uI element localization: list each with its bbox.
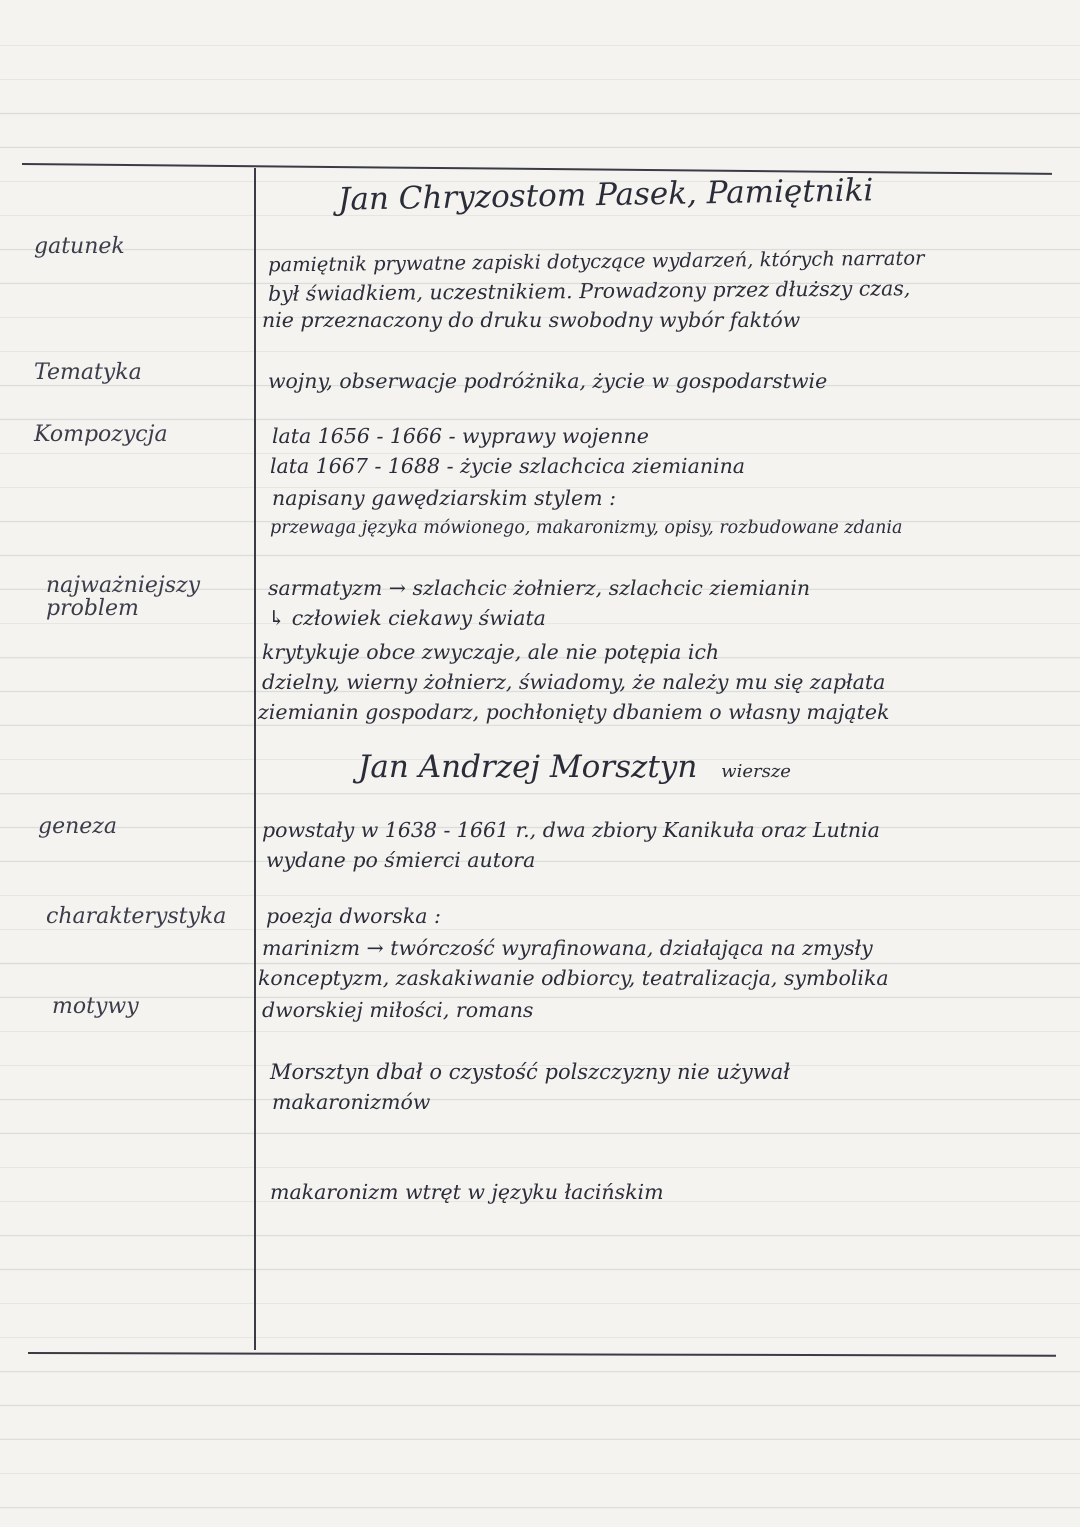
label-tematyka: Tematyka [34, 360, 142, 385]
charakterystyka-line-4: dworskiej miłości, romans [262, 998, 534, 1022]
kompozycja-line-3: napisany gawędziarskim stylem : [272, 486, 617, 510]
problem-line-2: ↳ człowiek ciekawy świata [268, 606, 546, 630]
kompozycja-line-4: przewaga języka mówionego, makaronizmy, opisy, rozbudowane zdania [270, 518, 903, 538]
bottom-rule-line [28, 1352, 1056, 1357]
tematyka-line-1: wojny, obserwacje podróżnika, życie w gospodarstwie [268, 369, 828, 393]
note-line-3: makaronizm wtręt w języku łacińskim [270, 1180, 664, 1204]
problem-line-1: sarmatyzm → szlachcic żołnierz, szlachcic ziemianin [268, 576, 811, 600]
geneza-line-1: powstały w 1638 - 1661 r., dwa zbiory Kanikuła oraz Lutnia [262, 818, 880, 842]
label-geneza: geneza [38, 814, 117, 839]
problem-line-4: dzielny, wierny żołnierz, świadomy, że należy mu się zapłata [262, 670, 886, 694]
charakterystyka-line-2: marinizm → twórczość wyrafinowana, działająca na zmysły [262, 936, 873, 960]
charakterystyka-line-3: konceptyzm, zaskakiwanie odbiorcy, teatralizacja, symbolika [258, 966, 889, 990]
morsztyn-name: Jan Andrzej Morsztyn [358, 749, 698, 785]
section-title-morsztyn [358, 749, 791, 785]
label-najwazniejszy-problem: najważniejszy problem [46, 573, 200, 622]
charakterystyka-line-1: poezja dworska : [266, 904, 441, 928]
gatunek-line-2: był świadkiem, uczestnikiem. Prowadzony przez dłuższy czas, [267, 276, 911, 306]
section-title-pasek: Jan Chryzostom Pasek, Pamiętniki [337, 172, 874, 218]
geneza-line-2: wydane po śmierci autora [266, 848, 536, 872]
problem-line-5: ziemianin gospodarz, pochłonięty dbaniem o własny majątek [258, 700, 890, 724]
column-divider-line [254, 168, 256, 1350]
kompozycja-line-2: lata 1667 - 1688 - życie szlachcica ziemianina [270, 454, 746, 478]
note-line-1: Morsztyn dbał o czystość polszczyzny nie używał [270, 1060, 791, 1084]
note-line-2: makaronizmów [272, 1090, 431, 1114]
gatunek-line-1: pamiętnik prywatne zapiski dotyczące wydarzeń, których narrator [267, 246, 925, 277]
gatunek-line-3: nie przeznaczony do druku swobodny wybór faktów [262, 308, 801, 332]
kompozycja-line-1: lata 1656 - 1666 - wyprawy wojenne [272, 424, 649, 448]
label-gatunek: gatunek [34, 234, 125, 259]
problem-line-3: krytykuje obce zwyczaje, ale nie potępia ich [262, 640, 720, 664]
label-charakterystyka: charakterystyka [46, 904, 227, 929]
top-rule-line [22, 163, 1052, 175]
label-kompozycja: Kompozycja [34, 422, 168, 447]
morsztyn-note: wiersze [721, 761, 791, 782]
label-motywy: motywy [52, 994, 139, 1019]
